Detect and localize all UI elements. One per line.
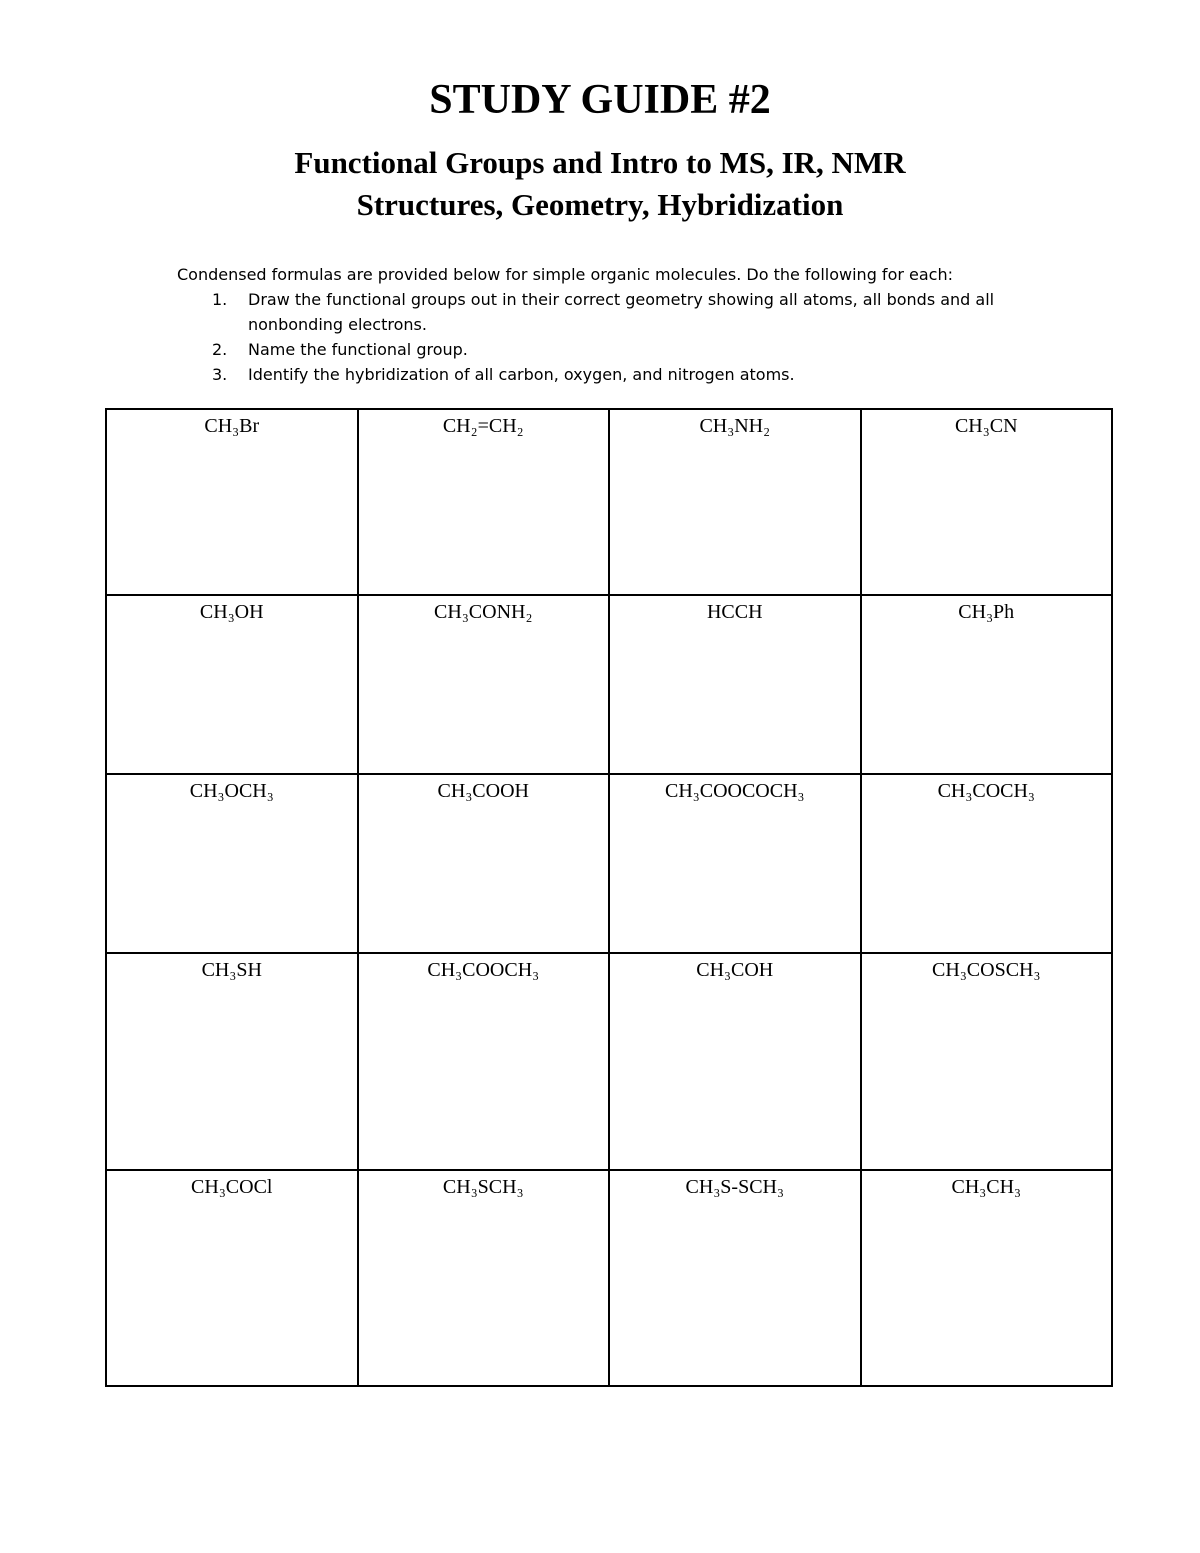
- formula-cell: [358, 774, 610, 953]
- formula-label: CH₃SH: [201, 959, 262, 981]
- formula-cell: [861, 953, 1113, 1170]
- subtitle-line-1: Functional Groups and Intro to MS, IR, NMR: [294, 145, 906, 180]
- instructions: [177, 262, 1077, 387]
- step-number: 3.: [212, 365, 228, 384]
- formula-cell: [358, 953, 610, 1170]
- table-row: [106, 1170, 1112, 1386]
- formula-label: CH₃COCl: [191, 1176, 273, 1198]
- formula-label: CH₃COOCH₃: [427, 959, 540, 981]
- formula-cell: [861, 409, 1113, 595]
- instructions-intro: Condensed formulas are provided below for simple organic molecules. Do the following for each:: [177, 265, 953, 284]
- formula-label: CH₃COOH: [437, 780, 529, 802]
- table-row: [106, 774, 1112, 953]
- formula-label: CH₃S-SCH₃: [685, 1176, 784, 1198]
- instruction-step: [177, 362, 1077, 387]
- step-text: Draw the functional groups out in their correct geometry showing all atoms, all bonds and all nonbonding electrons.: [248, 290, 995, 334]
- formula-cell: [861, 1170, 1113, 1386]
- formula-cell: [106, 774, 358, 953]
- step-text: Identify the hybridization of all carbon, oxygen, and nitrogen atoms.: [248, 365, 795, 384]
- formula-label: CH₃COOCOCH₃: [664, 780, 805, 802]
- formula-grid: [105, 408, 1113, 1387]
- table-row: [106, 953, 1112, 1170]
- instruction-step: [177, 337, 1077, 362]
- step-number: 2.: [212, 340, 228, 359]
- formula-cell: [609, 409, 861, 595]
- formula-label: CH₃CN: [954, 415, 1018, 437]
- page-title: STUDY GUIDE #2: [429, 77, 771, 123]
- subtitle-line-2: Structures, Geometry, Hybridization: [356, 187, 844, 222]
- instructions-list: [177, 287, 1077, 387]
- table-row: [106, 409, 1112, 595]
- formula-cell: [106, 409, 358, 595]
- formula-label: CH₃Ph: [958, 601, 1015, 623]
- formula-label: CH₃COH: [696, 959, 774, 981]
- step-text: Name the functional group.: [248, 340, 468, 359]
- formula-label: HCCH: [706, 601, 763, 623]
- formula-cell: [106, 1170, 358, 1386]
- formula-cell: [358, 409, 610, 595]
- formula-label: CH₃OCH₃: [189, 780, 274, 802]
- formula-label: CH₂=CH₂: [442, 415, 524, 437]
- formula-label: CH₃NH₂: [699, 415, 771, 437]
- formula-label: CH₃CH₃: [951, 1176, 1021, 1198]
- formula-label: CH₃CONH₂: [434, 601, 533, 623]
- formula-cell: [861, 774, 1113, 953]
- formula-cell: [609, 1170, 861, 1386]
- formula-cell: [358, 1170, 610, 1386]
- table-row: [106, 595, 1112, 774]
- formula-cell: [106, 953, 358, 1170]
- formula-cell: [358, 595, 610, 774]
- step-number: 1.: [212, 290, 228, 309]
- formula-cell: [861, 595, 1113, 774]
- formula-cell: [609, 595, 861, 774]
- formula-cell: [609, 953, 861, 1170]
- formula-label: CH₃OH: [199, 601, 264, 623]
- formula-label: CH₃Br: [204, 415, 260, 437]
- instruction-step: [177, 287, 1077, 337]
- formula-label: CH₃COCH₃: [937, 780, 1035, 802]
- formula-label: CH₃SCH₃: [442, 1176, 524, 1198]
- formula-cell: [609, 774, 861, 953]
- formula-label: CH₃COSCH₃: [932, 959, 1041, 981]
- formula-cell: [106, 595, 358, 774]
